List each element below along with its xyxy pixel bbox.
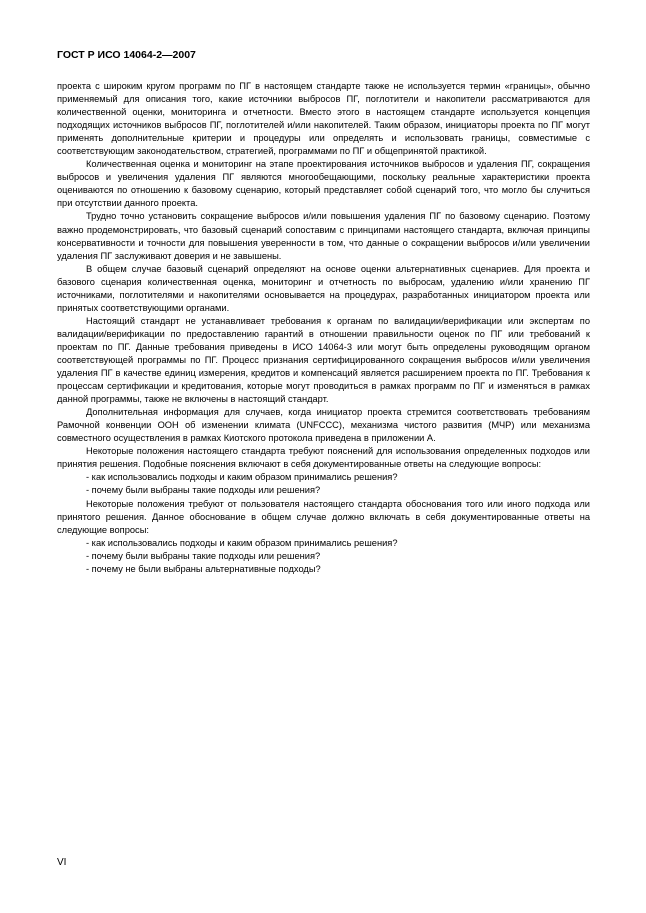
document-header: ГОСТ Р ИСО 14064-2—2007 — [57, 49, 196, 61]
paragraph-continuation: проекта с широким кругом программ по ПГ в настоящем стандарте также не используется термин «границы», обычно применяемый для описания того, какие источники выбросов ПГ, поглотители и накопители рассматриваются для количественной оценки, мониторинга и отчетности. Вместо этого в настоящем стандарте используется концепция подходящих источников выбросов ПГ, поглотителей и/или накопителей. Таким образом, инициаторы проекта по ПГ могут применять дополнительные критерии и процедуры или определять и использовать границы, совместимые с соответствующим законодательством, стратегией, программами по ПГ и общепринятой практикой. — [57, 81, 590, 157]
paragraph-explanations: Некоторые положения настоящего стандарта требуют пояснений для использования определенных подходов или принятия решения. Подобные пояснения включают в себя документированные ответы на следующие вопросы: — [57, 446, 590, 470]
page-number: VI — [57, 857, 67, 868]
paragraph-baseline-scenario: В общем случае базовый сценарий определяют на основе оценки альтернативных сценариев. Для проекта и базового сценария количественная оценка, мониторинг и отчетность по выбросам, удалению и/или хранению ПГ источниками, поглотителями и накопителями основывается на процедурах, разработанных инициатором проекта или принятых соответствующими органами. — [57, 263, 590, 313]
list-item: - как использовались подходы и каким образом принимались решения? — [86, 537, 398, 548]
paragraph-additional-info: Дополнительная информация для случаев, когда инициатор проекта стремится соответствовать требованиям Рамочной конвенции ООН об изменении климата (UNFCCC), механизма чистого развития (МЧР) или механизма совместного осуществления в рамках Киотского протокола приведена в приложении А. — [57, 407, 590, 444]
list-item: - почему были выбраны такие подходы или решения? — [86, 550, 321, 561]
list-item: - как использовались подходы и каким образом принимались решения? — [86, 472, 398, 483]
paragraph-justification: Некоторые положения требуют от пользователя настоящего стандарта обоснования того или иного подхода или принятого решения. Данное обоснование в общем случае должно включать в себя документированные ответы на следующие вопросы: — [57, 498, 590, 535]
paragraph-validation-requirements: Настоящий стандарт не устанавливает требования к органам по валидации/верификации или экспертам по валидации/верификации по предоставлению гарантий в отношении правильности оценок по ПГ или требований к проектам по ПГ. Данные требования приведены в ИСО 14064-3 или могут быть определены руководящим органом соответствующей программы по ПГ. Процесс признания сертифицированного сокращения выбросов и/или увеличения удаления ПГ в качестве единиц измерения, кредитов и компенсаций является расширением проекта по ПГ. Требования к процессам сертификации и кредитования, которые могут проводиться в рамках программ по ПГ и изменяться в рамках данной программы, также не включены в настоящий стандарт. — [57, 315, 590, 405]
document-body — [57, 80, 590, 576]
list-item: - почему не были выбраны альтернативные подходы? — [86, 563, 321, 574]
paragraph-baseline-difficulty: Трудно точно установить сокращение выбросов и/или повышения удаления ПГ по базовому сценарию. Поэтому важно продемонстрировать, что базовый сценарий сопоставим с принципами настоящего стандарта, включая принципы консервативности и точности для повышения уверенности в том, что данные о сокращении выбросов и/или увеличении удаления ПГ заслуживают доверия и не завышены. — [57, 211, 590, 261]
list-item: - почему были выбраны такие подходы или решения? — [86, 485, 321, 496]
paragraph-quantification: Количественная оценка и мониторинг на этапе проектирования источников выбросов и удаления ПГ, сокращения выбросов и увеличения удаления ПГ являются многообещающими, поскольку реальные характеристики проекта оцениваются по отношению к базовому сценарию, который представляет собой сценарий того, что могло бы случиться при отсутствии данного проекта. — [57, 159, 590, 209]
